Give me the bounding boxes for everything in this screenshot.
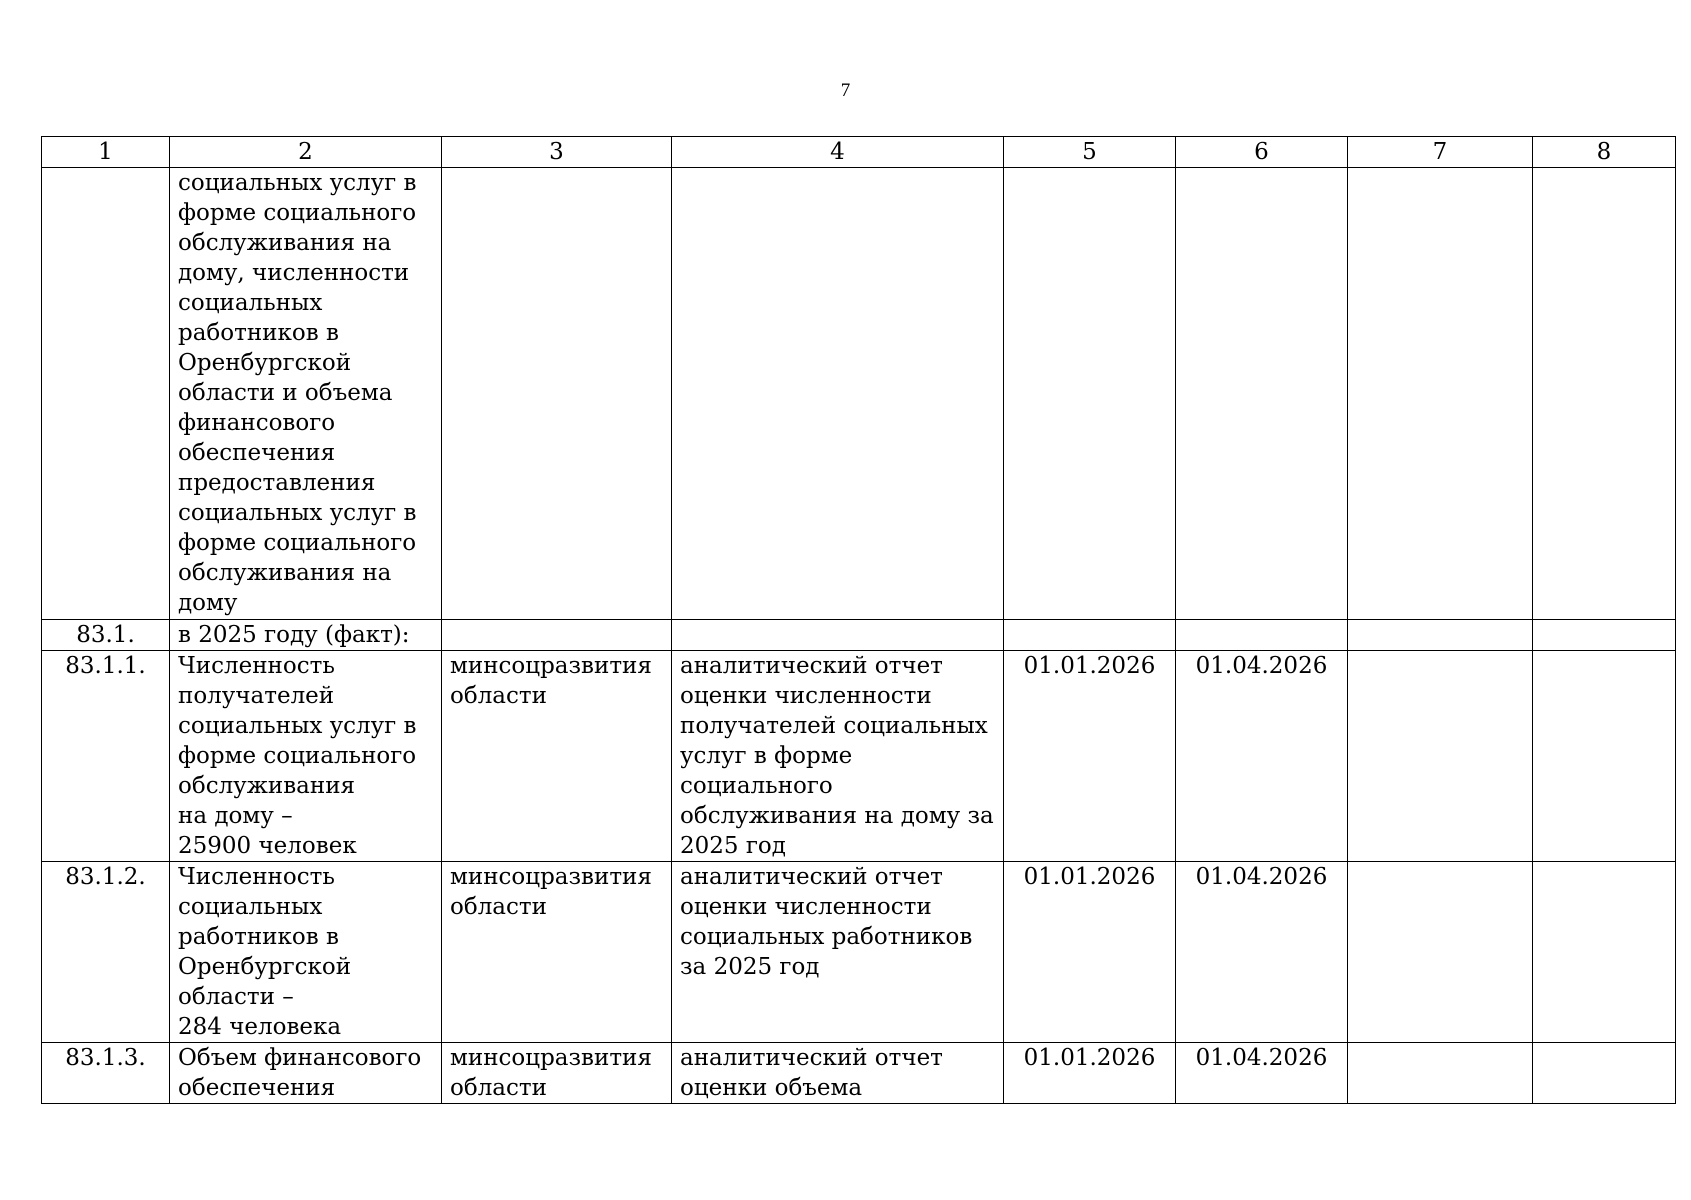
- document-cell: [672, 620, 1004, 651]
- table-row: [42, 651, 1676, 862]
- column-7-cell: [1348, 168, 1533, 620]
- responsible-cell: [442, 168, 672, 620]
- row-number-cell: [42, 168, 170, 620]
- description-cell: Численность получателей социальных услуг в форме социального обслуживания на дому – 25900 человек: [170, 651, 442, 862]
- row-number-cell: 83.1.2.: [42, 862, 170, 1043]
- plan-table: [41, 136, 1676, 1104]
- end-date-cell: [1176, 168, 1348, 620]
- column-7-cell: [1348, 862, 1533, 1043]
- responsible-cell: минсоцразвития области: [442, 1043, 672, 1104]
- column-8-cell: [1533, 651, 1676, 862]
- description-cell: Объем финансового обеспечения: [170, 1043, 442, 1104]
- column-header: 4: [672, 137, 1004, 168]
- column-8-cell: [1533, 862, 1676, 1043]
- responsible-cell: минсоцразвития области: [442, 651, 672, 862]
- document-cell: [672, 168, 1004, 620]
- start-date-cell: [1004, 620, 1176, 651]
- column-header: 5: [1004, 137, 1176, 168]
- table-row: [42, 620, 1676, 651]
- description-cell: в 2025 году (факт):: [170, 620, 442, 651]
- description-cell: социальных услуг в форме социального обслуживания на дому, численности социальных работников в Оренбургской области и объема финансового обеспечения предоставления социальных услуг в форме социального обслуживания на дому: [170, 168, 442, 620]
- start-date-cell: 01.01.2026: [1004, 1043, 1176, 1104]
- column-header: 2: [170, 137, 442, 168]
- row-number-cell: 83.1.3.: [42, 1043, 170, 1104]
- end-date-cell: [1176, 620, 1348, 651]
- responsible-cell: [442, 620, 672, 651]
- column-8-cell: [1533, 620, 1676, 651]
- start-date-cell: 01.01.2026: [1004, 651, 1176, 862]
- column-header: 7: [1348, 137, 1533, 168]
- table-row: [42, 168, 1676, 620]
- column-8-cell: [1533, 1043, 1676, 1104]
- column-7-cell: [1348, 651, 1533, 862]
- column-header: 8: [1533, 137, 1676, 168]
- table-row: [42, 862, 1676, 1043]
- table-header-row: [42, 137, 1676, 168]
- column-7-cell: [1348, 620, 1533, 651]
- column-header: 1: [42, 137, 170, 168]
- start-date-cell: [1004, 168, 1176, 620]
- document-cell: аналитический отчет оценки численности социальных работников за 2025 год: [672, 862, 1004, 1043]
- row-number-cell: 83.1.1.: [42, 651, 170, 862]
- table-row: [42, 1043, 1676, 1104]
- end-date-cell: 01.04.2026: [1176, 862, 1348, 1043]
- start-date-cell: 01.01.2026: [1004, 862, 1176, 1043]
- end-date-cell: 01.04.2026: [1176, 651, 1348, 862]
- column-header: 3: [442, 137, 672, 168]
- column-7-cell: [1348, 1043, 1533, 1104]
- responsible-cell: минсоцразвития области: [442, 862, 672, 1043]
- column-header: 6: [1176, 137, 1348, 168]
- row-number-cell: 83.1.: [42, 620, 170, 651]
- description-cell: Численность социальных работников в Оренбургской области – 284 человека: [170, 862, 442, 1043]
- document-cell: аналитический отчет оценки численности получателей социальных услуг в форме социального обслуживания на дому за 2025 год: [672, 651, 1004, 862]
- page-number: 7: [840, 80, 851, 101]
- column-8-cell: [1533, 168, 1676, 620]
- end-date-cell: 01.04.2026: [1176, 1043, 1348, 1104]
- document-cell: аналитический отчет оценки объема: [672, 1043, 1004, 1104]
